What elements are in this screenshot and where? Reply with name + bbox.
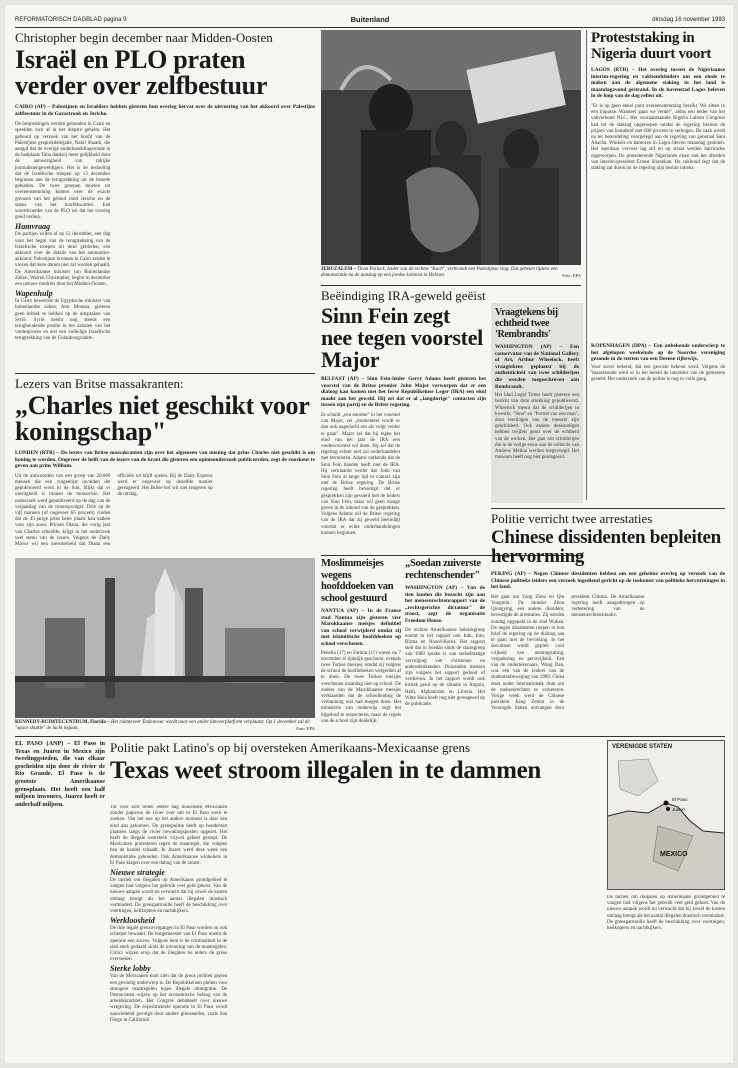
body-paragraph: De drie legale grensovergangen in El Paso worden nu ook scherper bewaakt. De burgemeester van El Paso noemt de operatie een succes. Volgens hem is de criminaliteit in de stad sterk gedaald sinds de invoering van de maatregelen. Critici wijzen erop dat de illegalen nu elders de grens oversteken.: [110, 926, 228, 963]
photo-shuttle-image: [15, 558, 315, 718]
section-rule: [15, 373, 315, 374]
body-columns: [15, 474, 315, 554]
subheading: Nieuwe strategie: [110, 868, 165, 878]
body-paragraph: De partijen willen al op 12 december, een dag voor het begin van de terugtrekking van de Israëlische troepen uit deze gebieden, een akkoord over de details van het autonomie-akkoord. Palestijnse bronnen in Caïro zeiden te vrezen dat deze datum niet zal worden gehaald. De Amerikaanse minister van Buitenlandse Zaken, Warren Christopher, begint in december een nieuwe rondreis door het Midden-Oosten.: [15, 232, 111, 288]
headline: Texas weet stroom illegalen in te dammen: [110, 757, 542, 784]
subheading: Werkloosheid: [110, 916, 155, 926]
photo-jerusalem-caption: [321, 267, 581, 281]
section-rule: [15, 736, 725, 737]
lead-paragraph: BELFAST (AP) – Sinn Fein-leider Gerry Adams heeft gisteren het voorstel van de Britse premier John Major verworpen dat er een dialoog kan komen met het Ierse Republikeinse Leger (IRA) een eind maakt aan het geweld. Hij zei dat er al „langdurige" contacten zijn tussen zijn partij en de Britse regering.: [321, 376, 486, 409]
caption-tag: KENNEDY-RUIMTECENTRUM, Florida –: [15, 720, 110, 725]
headline: Moslimmeisjes wegens hoofddoeken van school gestuurd: [321, 558, 394, 604]
body-paragraph: Tot voor kort reden iedere dag duizenden Mexicanen zonder papieren de rivier over om in El Paso werk te zoeken. Van het ene op het andere moment is daar een eind aan gekomen. De grenspolitie heeft op honderden plaatsen langs de rivier bewakingsposten opgezet. Het heeft de illegale oversteek vrijwel geheel gestopt. De Mexicanen protesteren tegen de maatregel, die volgens hen de handel schaadt. In Juarez werd deze week een demonstratie gehouden. Ook Amerikaanse winkeliers in El Paso klagen over een daling van de omzet.: [110, 805, 228, 866]
body-paragraph: Uit de antwoorden van een groep van 20.000 mensen die een vragenlijst invulden die gepubliceerd werd in de Sun, blijkt dat er onenigheid is binnen de monarchie. Het onderzoek werd gepubliceerd op de dag van de verjaardag van de troonopvolger. Drie op de vijf mannen (of ongeveer 65 procent) vinden dat de 45-jarige prins beter plaats kan maken voor zijn zoon. Prinses Diana, die vorig jaar van Charles scheidde, krijgt in het onderzoek veel steun van de lezers. Volgens de Daily Mirror wil een meerderheid dat Diana een officiële rol blijft spelen. Bij de Daily Express werd er ongeveer op dezelfde manier gereageerd. Het Britse hof wil niet reageren op de uitslag.: [15, 473, 213, 548]
headline: „Soedan zuiverste rechtenschender": [405, 558, 481, 581]
lead-paragraph: LAGOS (RTR) – Het overleg tussen de Nigeriaanse interim-regering en vakbondsleiders om een einde te maken aan de algemene staking in het land is maandagavond gestrand. In de havenstad Lagos beleven in de loop van de dag rellen uit.: [591, 67, 725, 100]
subheading: Wapenhulp: [15, 289, 53, 299]
subheading: Sterke lobby: [110, 964, 151, 974]
lead-paragraph: PEKING (AP) – Negen Chinese dissidenten hebben om een geheime overleg op verzoek van de Chinese politieke leiders een verzoek ingediend gericht op de toekomst van politieke hervormingen in het land.: [491, 571, 725, 591]
lead-paragraph: CAIRO (AP) – Palestijnen en Israëlïers hebben gisteren hun overleg hervat over de uitvoering van het akkoord over Palestijns zelfbestuur in de Gazastrook en Jericho.: [15, 104, 315, 117]
body-columns: [491, 595, 725, 715]
body-paragraph: "Er is op geen enkel punt overeenstemming bereikt. We zitten in een impasse. Wanneer gaan we verder", aldus een leider van het vakverbond NLC. Het vooraanstaande Nigeria Labour Congress had tot de staking opgeroepen omdat de regering besloot de prijzen van brandstof met 600 procent te verhogen. De zaak wordt nu ter beoordeling voorgelegd aan de regering van generaal Sani Abacha. Winkels en kantoren in Lagos bleven maandag gesloten. Het openbaar vervoer lag stil en op straat werden barricades opgeworpen. De protesterende Nigerianen eisen ook het aftreden van interim-president Ernest Shonekan. De vakbond zegt dat de staking zal duren tot de regering zijn besluit intrekt.: [591, 103, 725, 171]
body-columns: [321, 413, 486, 553]
headline: Vraagtekens bij echtheid twee 'Rembrandts': [495, 307, 558, 340]
article-sinn-fein: [321, 288, 486, 553]
lead-paragraph: WASHINGTON (AP) – Een conservator van de National Gallery of Art, Arthur Wheelock, heeft vraagtekens geplaatst bij de authenticiteit van twee schilderijen die worden toegeschreven aan Rembrandt.: [495, 344, 579, 390]
paper-name: REFORMATORISCH DAGBLAD pagina 9: [15, 17, 127, 23]
article-soedan: [405, 558, 485, 733]
body-paragraph: Penelia (17) en Fatima (11) waren op 7 november al tijdelijk geschorst, evenals twee Turkse meisjes, omdat zij volgens de school de hoofddoeken weigerden af te doen. De twee Turkse meisjes verschenen maandag niet op school. De ouders van de Marokkaanse meisjes verklaarden dat de schoolleiding de verbanning niet had mogen doen. Het ministerie van onderwijs zegt het bijgeloof te respecteren, maar de regels van de school zijn duidelijk.: [321, 650, 401, 724]
body-paragraph: De tactiek om illegalen op Amerikaans grondgebied te vangen had volgens het gebruik veel geld gekost. Van de nieuwe aanpak wordt nu verwacht dat hij zowel de kosten omlaag brengt als het aantal illegalen drastisch vermindert. De grenspatrouille heeft de beschikking over voertuigen, helikopters en nachtkijkers.: [607, 895, 725, 932]
kicker: Politie pakt Latino's op bij oversteken Amerikaans-Mexicaanse grens: [110, 740, 471, 755]
map-graphic: [608, 741, 724, 889]
texas-body-col1: [15, 805, 105, 1055]
photo-credit: Foto: EPA: [562, 273, 581, 278]
column-rule: [586, 30, 587, 500]
map-city-el-paso: El Paso: [672, 797, 688, 802]
map-label-us: VERENIGDE STATEN: [612, 744, 673, 750]
article-nigeria: [591, 30, 725, 340]
lead-paragraph: NANTUA (AP) – In de Franse stad Nantua zijn gisteren vier Marokkaanse meisjes definitief van school verwijderd omdat zij met islamitische hoofddoeken op school verschenen.: [321, 608, 401, 647]
body-paragraph: De rechtse Amerikaanse beleidsgroep noemt in het rapport ook Irak, Iran, Birma en Noord-Korea. Het rapport stelt dat in Soedan sinds de staatsgreep van 1989 sprake is van stelselmatige vervolging van christenen en andersdenkenden. Duizenden mensen zijn volgens het rapport gedood of verdreven. In het rapport wordt ook kritiek geuit op de situatie in Angola, Haïti, Afghanistan en Liberia. Het Witte Huis heeft nog niet gereageerd op de publicatie.: [405, 627, 485, 707]
section-rule: [491, 508, 725, 509]
headline: Proteststaking in Nigeria duurt voort: [591, 30, 712, 62]
article-israel-plo: [15, 30, 315, 370]
texas-continuation: [607, 895, 725, 1055]
photo-credit: Foto: EPA: [296, 726, 315, 731]
header-rule: [15, 27, 725, 28]
photo-shuttle: [15, 558, 315, 718]
photo-jerusalem: [321, 30, 581, 265]
body-paragraph: Van de Mexicanen kunt zien dat de grens politiek gezien een gevoelig onderwerp is. De Republikeinen pleiten voor strengere maatregelen tegen illegale immigratie. De Democraten wijzen op het economische belang van de arbeidskrachten. Het Congres debatteert over nieuwe wetgeving. De experimentele operatie in El Paso wordt nauwlettend gevolgd door andere grenssteden, zoals San Diego in Californië.: [110, 974, 228, 1023]
caption-text: Het ruimteveer Endeavour wordt naar een ander lanceerplatform verplaatst. Op 1 december zal de "space shuttle" de lucht ingaan.: [15, 720, 310, 731]
section-rule: [321, 285, 581, 286]
body-paragraph: De tactiek om illegalen op Amerikaans grondgebied te vangen had volgens het gebruik veel geld gekost. Van de nieuwe aanpak wordt nu verwacht dat hij zowel de kosten omlaag brengt als het aantal illegalen drastisch vermindert. De grenspatrouille heeft de beschikking over voertuigen, helikopters en nachtkijkers.: [110, 878, 228, 915]
body-paragraph: Het blad Legal Times heeft gisteren een bericht van deze strekking gepubliceerd. Wheelock meent dat de schilderijen in kwestie, "Juno" en "Portret van een man", door leerlingen van de meester zijn geschilderd. Ook andere deskundigen hebben twijfels geuit over de echtheid van de werken. Het gaat om schilderijen die in de vorige eeuw aan de collectie van Andrew Mellon werden toegevoegd. Het museum heeft nog niet gereageerd.: [495, 393, 579, 461]
body-paragraph: Er schuilt „een enorme" in het voorstel van Major, zei „momenteel wordt er dan ook nagedacht om als volgt verder te gaan". Major zei dat hij tegen het eind van het jaar de IRA een vredesvoorstel wil doen. Hij zei dat de regering echter niet zal onderhandelen met terroristen. Adams ontkende dat de Sinn Fein banden heeft met de IRA. Hij verklaarde verder dat John van Sinn Fein al lange tijd in contact zijn met de Britse regering. De Britse regering heeft bevestigd dat er gesprekken zijn gevoerd met de leiders van Sinn Fein, maar wil geen inzage geven in de inhoud van de gesprekken. Volgens Adams wil de Britse regering van de IRA dat zij geweld beëindigt voordat er echte onderhandelingen kunnen beginnen.: [321, 412, 400, 536]
photo-shuttle-caption: [15, 720, 315, 734]
article-texas-body: [15, 805, 600, 1055]
body-columns: [110, 805, 600, 1055]
headline: „Charles niet geschikt voor koningschap": [15, 391, 310, 446]
article-rembrandts: [491, 303, 583, 503]
article-china: [491, 511, 725, 733]
intro-paragraph: EL PASO (ANP) – El Paso in Texas en Juarez in Mexico zijn tweelinggsteden, die van elkaar gescheiden zijn door de rivier de Rio Grande. El Paso is de grootste Amerikaanse grensplaats. Het heeft een half miljoen inwoners, Juarez heeft er anderhalf miljoen.: [15, 740, 105, 808]
body-paragraph: De besprekingen werden gehouden in Cairo en speelden zich af in het diepste geheim. Het gebeurd op verzoek van het hoofd van de Palestijnse gesprekdelegatie, Nabil Shaath, die aangaf dat de overige onderhandelingsronde in de badplaats Taba dankzij meer gelijkheid door de aanwezigheid van talrijke journalistengeweldigers. Het is de bedoeling dat de Israëlische troepen op 13 december beginnen aan de terugtrekking uit de bezette gebieden. De twee groepen moeten tot overeenstemming komen over de exacte grenzen van het gebied rond Jericho en de status van het hoofdkwartier. Een woordvoerder van de PLO zei dat het overleg goed verliep.: [15, 122, 111, 221]
newspaper-page: [5, 5, 733, 1063]
lead-paragraph: KOPENHAGEN (DPA) – Een onbekende onderwierp te het afgelopen weekeinde op de Noordse vereniging gezonde in de stetten van een Deense rijbewijs.: [591, 343, 725, 363]
lead-paragraph: WASHINGTON (AP) – Van de tien landen die bezocht zijn aan het mensenrechtenrapport van de „rechtsgerichte dictatuur" de troost, zegt de organisatie Freedom House.: [405, 585, 485, 624]
map-el-paso: [607, 740, 725, 890]
page-header: [15, 15, 725, 27]
lead-paragraph: LONDEN (RTR) – De lezers van Britse massakranten zijn over het algemeen van mening dat prins Charles niet geschikt is om koning te worden. Ongeveer de helft van de lezers van de krant die gisteren een opinieonderzoek publiceerden, zegt de voorkeur te geven aan prins William.: [15, 450, 315, 470]
kicker: Lezers van Britse massakranten:: [15, 376, 184, 391]
issue-date: dinsdag 16 november 1993: [652, 17, 725, 23]
body-paragraph: Het gaat om Yang Zhou en Qin Yongmin. De moeder Zhou Qiongying, een andere dissident, bevestigde de arrestaties. Zij werden zondag opgepakt in de stad Wuhan. De negen dissidenten roepen in hun brief de regering op de dialoog aan te gaan met de bevolking. In het document wordt gepleit voor vrijheid van meningsuiting, vergadering en persvrijheid. Een van de ondertekenaars, Wang Dan, was een van de leiders van de studentenbeweging van 1989. China staat onder internationale druk om de mensenrechten te verbeteren. Vorige week werd de Chinese president Jiang Zemin in de Verenigde Staten ontvangen door president Clinton. De Amerikaanse regering heeft aangedrongen op verbetering van de mensenrechtensituatie.: [491, 594, 645, 712]
caption-text: Tiran Pollack, leider van de rechtse "Kach", verbrandt een Palestijnse vlag. Dat gebeurt tijdens een demonstratie na de aanslag op een joodse kolonist in Hebron.: [321, 267, 558, 278]
body-paragraph: Voor zover bekend, dat een gewiste bekend werd. Volgens de Vaaarskunde werd er in het beleid de interaties van de gemeente gesteld. Het onderzoek van de politie is nog in volle gang.: [591, 364, 725, 383]
section-title: Buitenland: [350, 15, 390, 24]
caption-tag: JERUZALEM –: [321, 267, 357, 272]
map-city-juarez: Juarez: [672, 807, 686, 812]
headline: Israël en PLO praten verder over zelfbestuur: [15, 45, 268, 100]
photo-jerusalem-image: [321, 30, 581, 265]
body-paragraph: In Caïro beweerde de Egyptische minister van buitenlandse zaken, Amr Moussa, gisteren geen kritiek te hebben op de uitspraken van Syrië. Syrië neemt nog steeds een terughoudende positie in ten aanzien van het vredesproces en eist een volledige Israëlische terugtrekking van de Golanhoogvlakte.: [15, 299, 111, 342]
subheading: Hamvraag: [15, 222, 51, 232]
article-charles: [15, 376, 315, 556]
article-moslimmeisjes: [321, 558, 401, 733]
body-columns: [15, 122, 315, 354]
kicker: Christopher begin december naar Midden-Oosten: [15, 30, 273, 45]
kicker: Politie verricht twee arrestaties: [491, 511, 653, 526]
map-label-mexico: MEXICO: [660, 851, 688, 858]
texas-header: [110, 740, 600, 802]
headline: Chinese dissidenten bepleiten hervorming: [491, 527, 721, 567]
kicker: Beëindiging IRA-geweld geëist: [321, 288, 486, 303]
headline: Sinn Fein zegt nee tegen voorstel Major: [321, 303, 483, 372]
article-kopenhagen: [591, 343, 725, 413]
